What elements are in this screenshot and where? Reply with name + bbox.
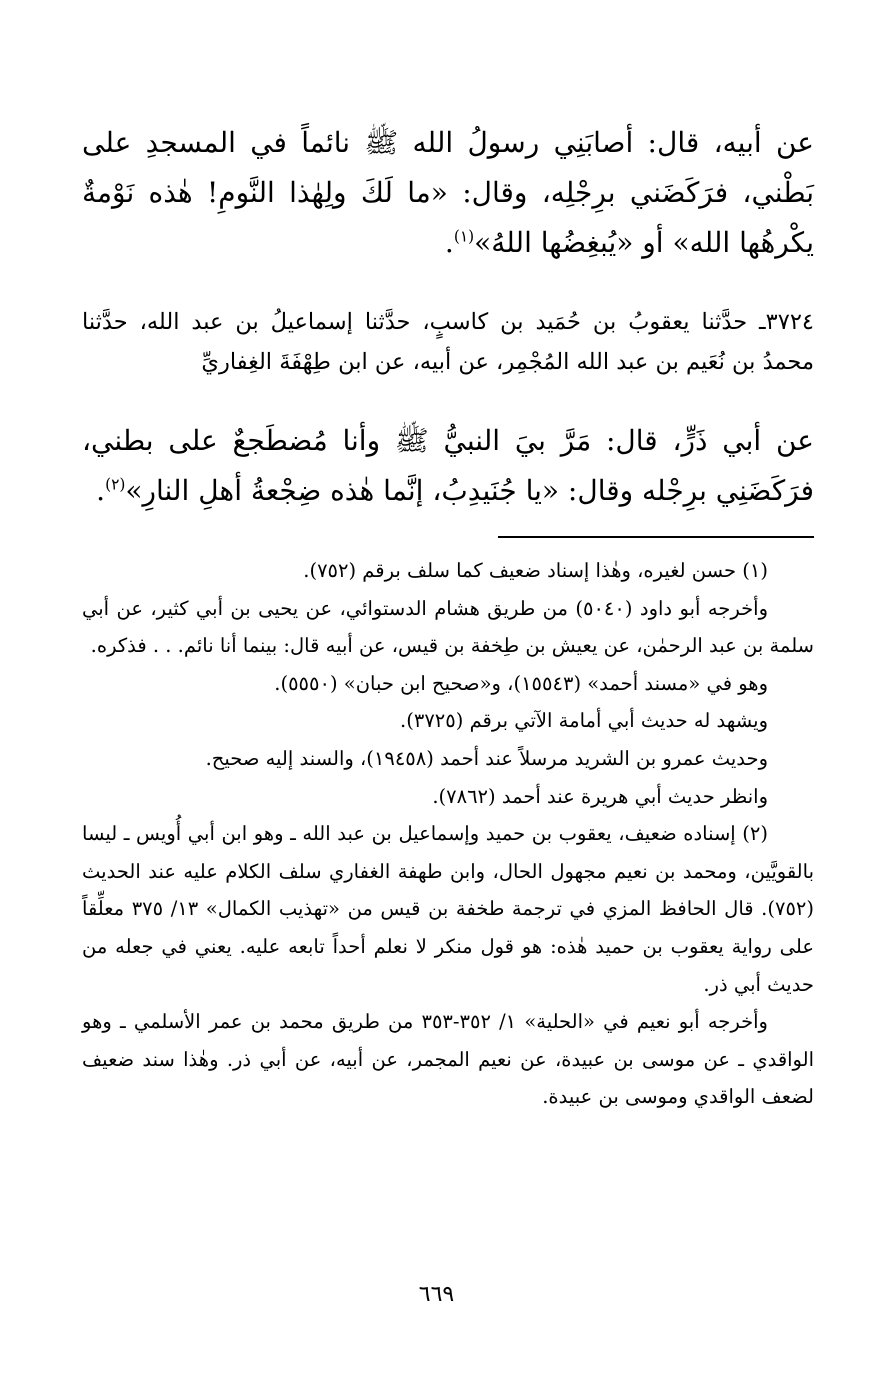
footnote-ref-1[interactable]: (١): [453, 227, 475, 246]
hadith-3724-isnad: [82, 302, 814, 382]
hadith-3724-text: عن أبي ذَرٍّ، قال: مَرَّ بيَ النبيُّ ﷺ وأنا مُضطَجعٌ على بطني، فرَكَضَنِي برِجْله وقال: «يا جُنَيدِبُ، إنَّما هٰذه ضِجْعةُ أهلِ النارِ»: [82, 424, 814, 507]
footnote-paragraph: (٢) إسناده ضعيف، يعقوب بن حميد وإسماعيل بن عبد الله ـ وهو ابن أبي أُويس ـ ليسا بالقويَّين، ومحمد بن نعيم مجهول الحال، وابن طهفة الغفاري سلف الكلام عليه عند الحديث (٧٥٢). قال الحافظ المزي في ترجمة طخفة بن قيس من «تهذيب الكمال» ١٣/ ٣٧٥ معلِّقاً على رواية يعقوب بن حميد هٰذه: هو قول منكر لا نعلم أحداً تابعه عليه. يعني في جعله من حديث أبي ذر.: [82, 822, 815, 996]
hadith-3723-continuation: [82, 118, 814, 268]
hadith-3724-chain-text: ٣٧٢٤ـ حدَّثنا يعقوبُ بن حُمَيد بن كاسبٍ، حدَّثنا إسماعيلُ بن عبد الله، حدَّثنا محمدُ بن نُعَيم بن عبد الله المُجْمِر، عن أبيه، عن ابن طِهْفَةَ الغِفاريِّ: [82, 309, 814, 375]
page-number: ٦٦٩: [418, 1282, 455, 1307]
footnote-paragraph: (١) حسن لغيره، وهٰذا إسناد ضعيف كما سلف برقم (٧٥٢).: [303, 559, 768, 582]
footnote-ref-2[interactable]: (٢): [105, 475, 126, 494]
hadith-3724-matn: [82, 416, 814, 516]
hadith-3723-end: .: [444, 226, 454, 259]
footnote-paragraph: وأخرجه أبو داود (٥٠٤٠) من طريق هشام الدستوائي، عن يحيى بن أبي كثير، عن أبي سلمة بن عبد الرحمٰن، عن يعيش بن طِخفة بن قيس، عن أبيه قال: بينما أنا نائم. . . فذكره.: [82, 596, 814, 658]
footnote-paragraph: وأخرجه أبو نعيم في «الحلية» ١/ ٣٥٢-٣٥٣ من طريق محمد بن عمر الأسلمي ـ وهو الواقدي ـ عن موسى بن عبيدة، عن نعيم المجمر، عن أبيه، عن أبي ذر. وهٰذا سند ضعيف لضعف الواقدي وموسى بن عبيدة.: [82, 1010, 814, 1109]
footnote-paragraph: وحديث عمرو بن الشريد مرسلاً عند أحمد (١٩٤٥٨)، والسند إليه صحيح.: [205, 746, 768, 770]
footnotes: [82, 552, 814, 1116]
footnote-paragraph: وانظر حديث أبي هريرة عند أحمد (٧٨٦٢).: [432, 784, 768, 808]
footnote-paragraph: ويشهد له حديث أبي أمامة الآتي برقم (٣٧٢٥).: [400, 709, 768, 733]
hadith-3723-text: عن أبيه، قال: أصابَنِي رسولُ الله ﷺ نائماً في المسجدِ على بَطْني، فرَكَضَني برِجْلِه، وقال: «ما لَكَ ولِهٰذا النَّومِ! هٰذه نَوْمةٌ يكْرهُها الله» أو «يُبغِضُها اللهُ»: [82, 126, 814, 259]
footnote-separator: [498, 536, 814, 538]
hadith-3724-end: .: [96, 474, 106, 507]
footnote-paragraph: وهو في «مسند أحمد» (١٥٥٤٣)، و«صحيح ابن حبان» (٥٥٥٠).: [274, 671, 768, 695]
